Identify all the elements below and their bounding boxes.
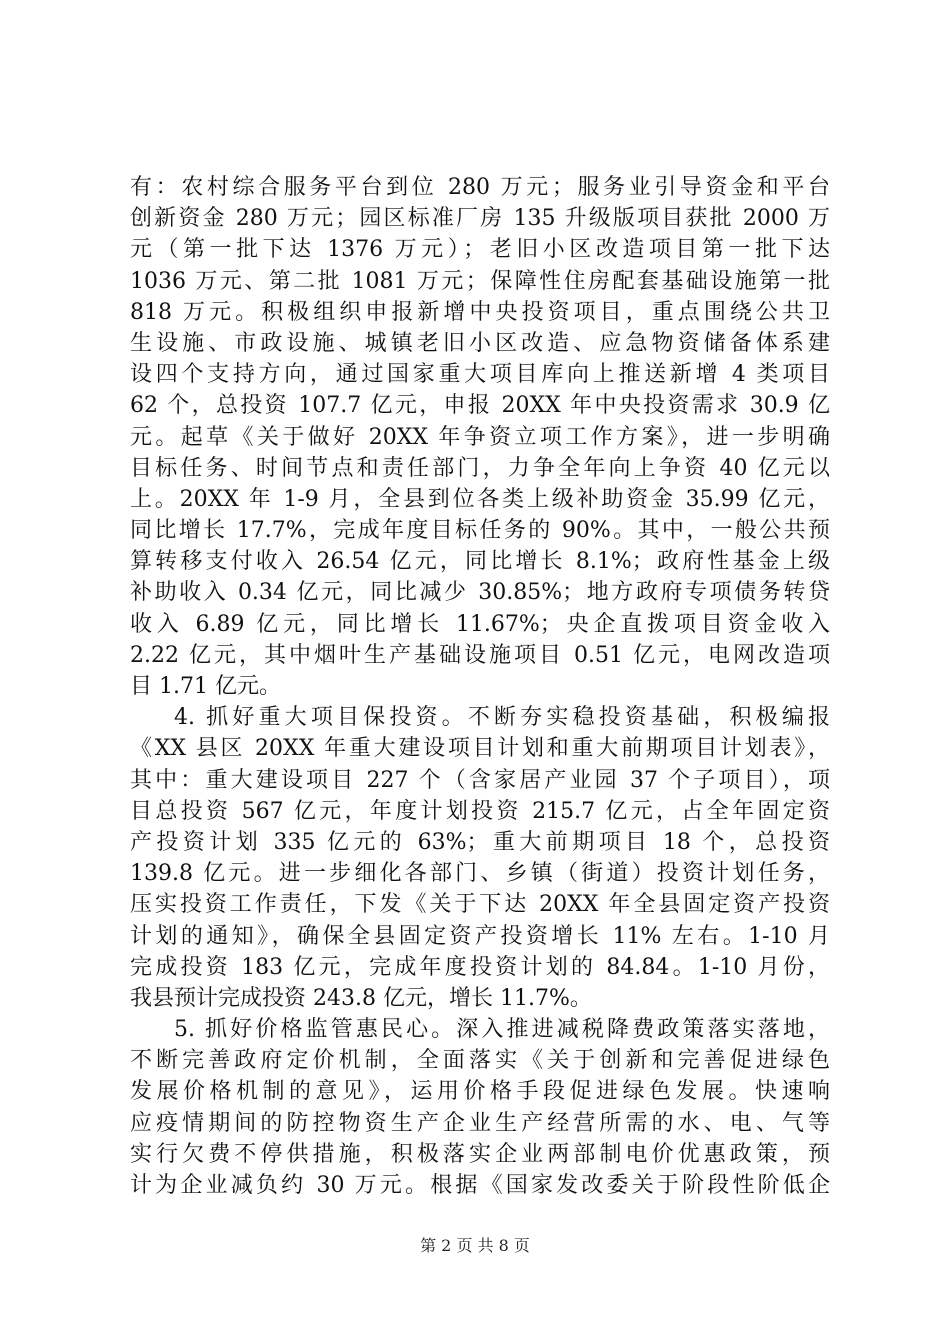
text-line: 元。起草《关于做好 20XX 年争资立项工作方案》，进一步明确 [130,424,830,450]
text-line: 完成投资 183 亿元，完成年度投资计划的 84.84。1-10 月份， [130,954,830,980]
text-line: 我县预计完成投资 243.8 亿元，增长 11.7%。 [130,985,592,1011]
text-line: 算转移支付收入 26.54 亿元，同比增长 8.1%；政府性基金上级 [130,549,830,575]
text-line: 压实投资工作责任，下发《关于下达 20XX 年全县固定资产投资 [130,892,830,918]
text-line: 发展价格机制的意见》，运用价格手段促进绿色发展。快速响 [130,1079,830,1105]
text-line: 其中：重大建设项目 227 个（含家居产业园 37 个子项目），项 [130,767,830,793]
text-line: 计为企业减负约 30 万元。根据《国家发改委关于阶段性阶低企 [130,1173,830,1198]
text-line: 目总投资 567 亿元，年度计划投资 215.7 亿元，占全年固定资 [130,798,830,824]
text-line: 目 1.71 亿元。 [130,674,281,699]
text-line: 补助收入 0.34 亿元，同比减少 30.85%；地方政府专项债务转贷 [130,580,830,606]
text-line: 创新资金 280 万元；园区标准厂房 135 升级版项目获批 2000 万 [130,206,830,232]
text-line: 设四个支持方向，通过国家重大项目库向上推送新增 4 类项目 [130,362,830,388]
text-line: 目标任务、时间节点和责任部门，力争全年向上争资 40 亿元以 [130,455,830,481]
body-text [130,172,830,1201]
text-line: 有：农村综合服务平台到位 280 万元；服务业引导资金和平台 [130,175,830,200]
text-line: 同比增长 17.7%，完成年度目标任务的 90%。其中，一般公共预 [130,518,830,544]
text-line: 不断完善政府定价机制，全面落实《关于创新和完善促进绿色 [130,1048,830,1074]
text-line: 计划的通知》，确保全县固定资产投资增长 11% 左右。1-10 月 [130,923,830,949]
text-line: 《XX 县区 20XX 年重大建设项目计划和重大前期项目计划表》， [130,736,830,762]
text-line: 产投资计划 335 亿元的 63%；重大前期项目 18 个，总投资 [130,829,830,855]
text-line: 实行欠费不停供措施，积极落实企业两部制电价优惠政策，预 [130,1141,830,1167]
section-heading-line: 5. 抓好价格监管惠民心。深入推进减税降费政策落实落地， [174,1017,830,1043]
text-line: 1036 万元、第二批 1081 万元；保障性住房配套基础设施第一批 [130,268,830,294]
text-line: 生设施、市政设施、城镇老旧小区改造、应急物资储备体系建 [130,330,830,356]
text-line: 139.8 亿元。进一步细化各部门、乡镇（街道）投资计划任务， [130,861,830,887]
page-footer [0,1235,950,1257]
text-line: 2.22 亿元，其中烟叶生产基础设施项目 0.51 亿元，电网改造项 [130,642,830,668]
text-line: 元（第一批下达 1376 万元）；老旧小区改造项目第一批下达 [130,237,830,263]
text-line: 应疫情期间的防控物资生产企业生产经营所需的水、电、气等 [130,1110,830,1136]
text-line: 收入 6.89 亿元，同比增长 11.67%；央企直拨项目资金收入 [130,611,830,637]
section-heading-line: 4. 抓好重大项目保投资。不断夯实稳投资基础，积极编报 [174,705,830,731]
text-line: 上。20XX 年 1-9 月，全县到位各类上级补助资金 35.99 亿元， [130,486,830,512]
text-line: 818 万元。积极组织申报新增中央投资项目，重点围绕公共卫 [130,299,830,325]
text-line: 62 个，总投资 107.7 亿元，申报 20XX 年中央投资需求 30.9 亿 [130,393,830,419]
page-number-label: 第 2 页 共 8 页 [420,1236,530,1255]
